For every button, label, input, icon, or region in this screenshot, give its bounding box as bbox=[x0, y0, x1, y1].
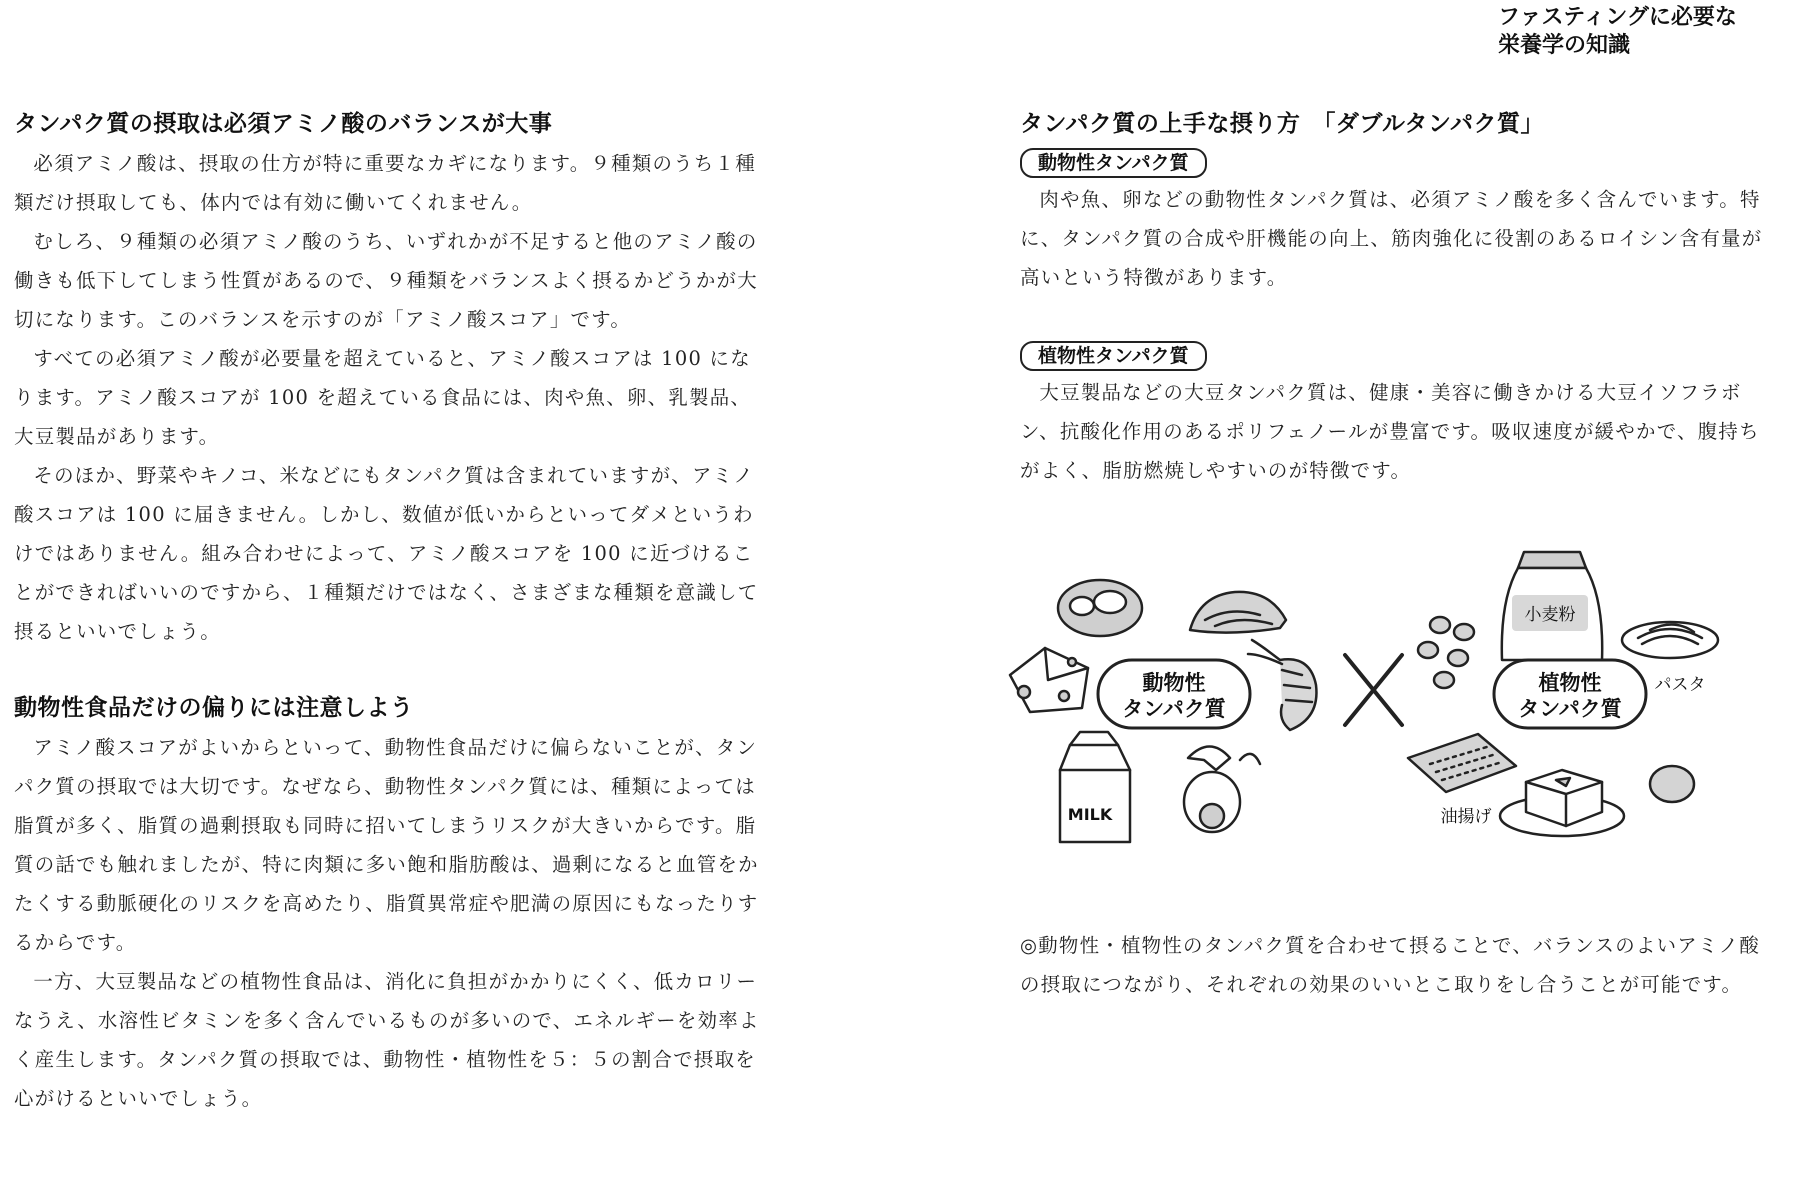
section-heading-amino-balance: タンパク質の摂取は必須アミノ酸のバランスが大事 bbox=[14, 111, 553, 137]
paragraph: 一方、大豆製品などの植物性食品は、消化に負担がかかりにくく、低カロリーなうえ、水溶性ビタミンを多く含んでいるものが多いので、エネルギーを効率よく産生します。タンパク質の摂取では、動物性・植物性を５：５の割合で摂取を心がけるといいでしょう。 bbox=[14, 970, 760, 1110]
paragraph: 必須アミノ酸は、摂取の仕方が特に重要なカギになります。９種類のうち１種類だけ摂取しても、体内では有効に働いてくれません。 bbox=[14, 152, 757, 214]
animal-protein-label: 動物性タンパク質 bbox=[1020, 148, 1207, 178]
section-gap bbox=[1020, 297, 1780, 337]
cross-mark bbox=[1345, 655, 1402, 725]
plant-badge-line2: タンパク質 bbox=[1518, 697, 1622, 721]
cheese-icon bbox=[1010, 648, 1088, 712]
milk-text: MILK bbox=[1067, 805, 1113, 824]
section-heading-double-protein: タンパク質の上手な摂り方 「ダブルタンパク質」 bbox=[1020, 111, 1544, 137]
left-column bbox=[14, 104, 762, 1118]
plant-protein-badge bbox=[1494, 660, 1646, 728]
illustration-caption: ◎動物性・植物性のタンパク質を合わせて摂ることで、バランスのよいアミノ酸の摂取につながり、それぞれの効果のいいとこ取りをし合うことが可能です。 bbox=[1020, 934, 1761, 996]
fish-icon bbox=[1190, 592, 1286, 633]
animal-badge-line2: タンパク質 bbox=[1122, 697, 1226, 721]
egg-icon bbox=[1184, 747, 1260, 833]
right-column bbox=[1020, 104, 1780, 490]
section-heading-animal-bias: 動物性食品だけの偏りには注意しよう bbox=[14, 695, 414, 721]
flour-text: 小麦粉 bbox=[1524, 605, 1576, 625]
meat-icon bbox=[1058, 580, 1142, 636]
double-protein-illustration bbox=[990, 520, 1790, 850]
aburaage-text: 油揚げ bbox=[1440, 807, 1492, 827]
flour-bag-icon bbox=[1502, 552, 1602, 660]
paragraph: アミノ酸スコアがよいからといって、動物性食品だけに偏らないことが、タンパク質の摂取では大切です。なぜなら、動物性タンパク質には、種類によっては脂質が多く、脂質の過剰摂取も同時に招いてしまうリスクが大きいからです。脂質の話でも触れましたが、特に肉類に多い飽和脂肪酸は、過剰になると血管をかたくする動脈硬化のリスクを高めたり、脂質異常症や肥満の原因にもなったりするからです。 bbox=[14, 736, 759, 954]
chapter-title-line1: ファスティングに必要な bbox=[1498, 5, 1737, 30]
paragraph: そのほか、野菜やキノコ、米などにもタンパク質は含まれていますが、アミノ酸スコアは 100 に届きません。しかし、数値が低いからといってダメというわけではありません。組み合わせによって、アミノ酸スコアを 100 に近づけることができればいいのですから、１種類だけではなく、さまざまな種類を意識して摂るといいでしょう。 bbox=[14, 464, 759, 643]
shrimp-icon bbox=[1248, 640, 1316, 730]
animal-protein-text: 肉や魚、卵などの動物性タンパク質は、必須アミノ酸を多く含んでいます。特に、タンパク質の合成や肝機能の向上、筋肉強化に役割のあるロイシン含有量が高いという特徴があります。 bbox=[1020, 188, 1763, 289]
bean-icon bbox=[1650, 766, 1694, 802]
plant-badge-line1: 植物性 bbox=[1538, 671, 1602, 695]
tofu-icon bbox=[1500, 770, 1624, 836]
chapter-title-line2: 栄養学の知識 bbox=[1498, 33, 1631, 58]
animal-badge-line1: 動物性 bbox=[1142, 671, 1206, 695]
milk-carton-icon bbox=[1060, 732, 1130, 842]
soybeans-icon bbox=[1418, 617, 1474, 688]
chapter-title bbox=[1498, 4, 1788, 60]
paragraph: むしろ、９種類の必須アミノ酸のうち、いずれかが不足すると他のアミノ酸の働きも低下してしまう性質があるので、９種類をバランスよく摂るかどうかが大切になります。このバランスを示すのが「アミノ酸スコア」です。 bbox=[14, 230, 758, 331]
animal-protein-badge bbox=[1098, 660, 1250, 728]
plant-protein-label: 植物性タンパク質 bbox=[1020, 341, 1207, 371]
paragraph: すべての必須アミノ酸が必要量を超えていると、アミノ酸スコアは 100 になります。アミノ酸スコアが 100 を超えている食品には、肉や魚、卵、乳製品、大豆製品があります。 bbox=[14, 347, 752, 448]
plant-protein-text: 大豆製品などの大豆タンパク質は、健康・美容に働きかける大豆イソフラボン、抗酸化作用のあるポリフェノールが豊富です。吸収速度が緩やかで、腹持ちがよく、脂肪燃焼しやすいのが特徴です。 bbox=[1020, 381, 1760, 482]
section-gap bbox=[14, 651, 762, 688]
pasta-text: パスタ bbox=[1654, 675, 1706, 695]
